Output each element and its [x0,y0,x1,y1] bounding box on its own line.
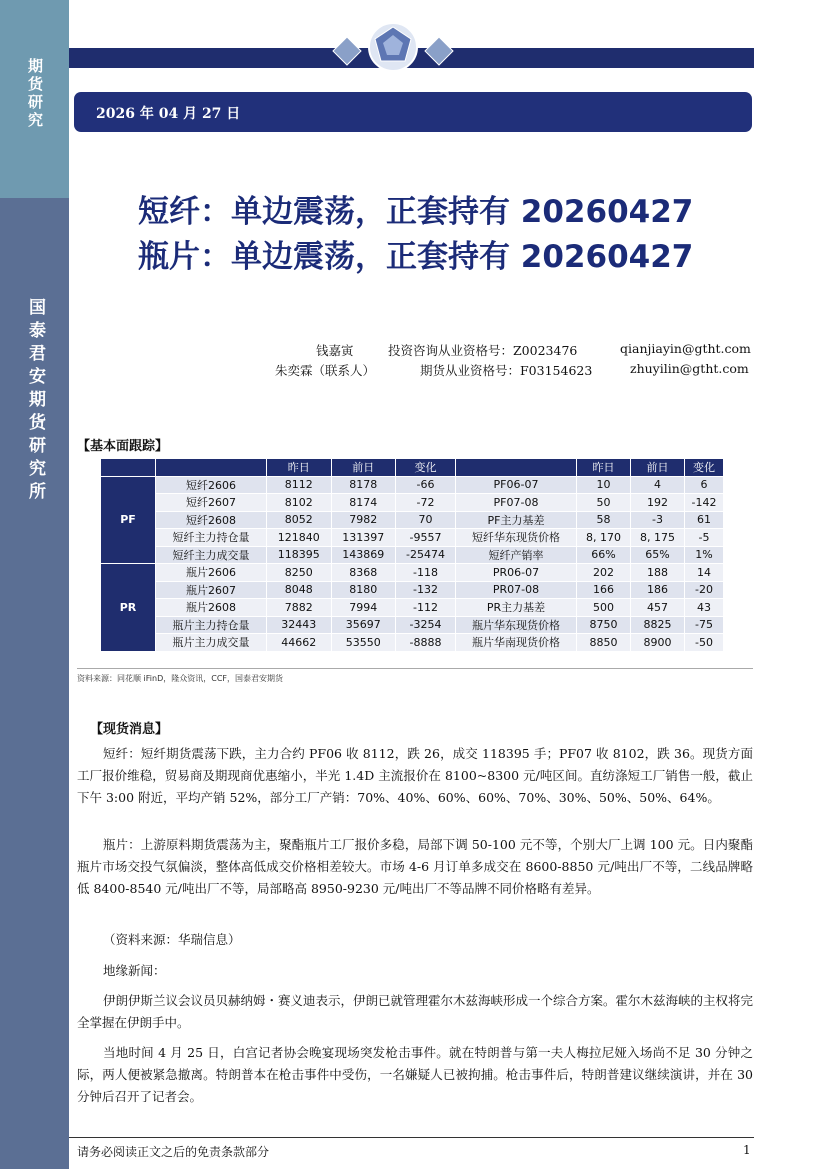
footer-disclaimer: 请务必阅读正文之后的免责条款部分 [77,1145,270,1159]
table-cell: 8750 [577,616,631,634]
table-cell: 瓶片主力持仓量 [156,616,267,634]
table-cell: 143869 [331,546,396,564]
table-cell: 50 [577,494,631,512]
news-paragraph: 伊朗伊斯兰议会议员贝赫纳姆・赛义迪表示，伊朗已就管理霍尔木兹海峡形成一个综合方案。霍尔木兹海峡的主权将完全掌握在伊朗手中。 [77,993,754,1030]
table-cell: -66 [396,476,456,494]
table-cell: 8112 [267,476,332,494]
table-cell: 8178 [331,476,396,494]
table-cell: 188 [631,564,685,582]
table-row [101,564,724,582]
table-cell: PR07-08 [456,581,577,599]
table-cell: 瓶片2608 [156,599,267,617]
sidebar-top-label: 期货研究 [26,58,44,130]
table-cell: -3254 [396,616,456,634]
table-cell: 8180 [331,581,396,599]
table-cell: 8048 [267,581,332,599]
section-heading-news: 【现货消息】 [90,722,169,737]
table-cell: PF06-07 [456,476,577,494]
table-cell: 4 [631,476,685,494]
column-header [456,459,577,477]
section-heading-fundamentals: 【基本面跟踪】 [77,439,169,454]
column-header: 昨日 [267,459,332,477]
table-rule [77,668,753,669]
table-row [101,546,724,564]
table-row [101,529,724,547]
table-cell: -8888 [396,634,456,652]
author-qualification: 投资咨询从业资格号：Z0023476 [388,343,578,358]
table-cell: 7982 [331,511,396,529]
table-cell: 10 [577,476,631,494]
table-row [101,581,724,599]
table-cell: 32443 [267,616,332,634]
column-header [101,459,156,477]
table-cell: 66% [577,546,631,564]
diamond-emblem-icon [323,17,463,77]
table-cell: -72 [396,494,456,512]
news-paragraph: 短纤：短纤期货震荡下跌，主力合约 PF06 收 8112，跌 26，成交 118395 手；PF07 收 8102，跌 36。现货方面工厂报价维稳，贸易商及期现商优惠缩小，半光 1.4D 主流报价在 8100~8300 元/吨区间。直纺涤短工厂销售一般，截止下午 3:00 附近，平均产销 52%，部分工厂产销：70%、40%、60%、60%、70%、30%、50%、50%、64%。 [77,746,753,805]
group-label: PR [101,564,156,652]
column-header: 变化 [685,459,724,477]
table-cell: 70 [396,511,456,529]
table-row [101,634,724,652]
table-cell: 8052 [267,511,332,529]
table-cell: 8825 [631,616,685,634]
table-cell: 瓶片2606 [156,564,267,582]
title-line-2: 瓶片：单边震荡，正套持有 20260427 [138,239,694,275]
column-header: 前日 [331,459,396,477]
table-cell: 166 [577,581,631,599]
news-paragraph: 瓶片：上游原料期货震荡为主，聚酯瓶片工厂报价多稳，局部下调 50-100 元不等，个别大厂上调 100 元。日内聚酯瓶片市场交投气氛偏淡，整体高低成交价格相差较大。市场 4-6 月订单多成交在 8600-8850 元/吨出厂不等，二线品牌略低 8400-8540 元/吨出厂不等，局部略高 8950-9230 元/吨出厂不等品牌不同价格略有差异。 [77,837,753,896]
table-cell: PR主力基差 [456,599,577,617]
table-cell: 53550 [331,634,396,652]
table-cell: 短纤主力成交量 [156,546,267,564]
table-cell: -118 [396,564,456,582]
table-cell: PR06-07 [456,564,577,582]
sidebar-institute-label: 国泰君安期货研究所 [25,298,45,505]
table-cell: 6 [685,476,724,494]
table-row [101,494,724,512]
table-cell: -9557 [396,529,456,547]
table-source: 资料来源：同花顺 iFinD，隆众资讯，CCF，国泰君安期货 [77,674,284,683]
table-cell: 短纤2608 [156,511,267,529]
table-cell: PF07-08 [456,494,577,512]
fundamentals-table [100,458,724,652]
table-row [101,616,724,634]
table-cell: 500 [577,599,631,617]
author-name: 钱嘉寅 [316,343,354,358]
table-cell: PF主力基差 [456,511,577,529]
table-cell: -132 [396,581,456,599]
table-cell: -112 [396,599,456,617]
table-cell: 短纤主力持仓量 [156,529,267,547]
footer-rule [69,1137,754,1138]
table-row [101,476,724,494]
date-bar [74,92,752,132]
table-cell: 186 [631,581,685,599]
table-cell: 14 [685,564,724,582]
news-subheading: 地缘新闻： [103,963,166,978]
table-cell: 8174 [331,494,396,512]
table-cell: 短纤产销率 [456,546,577,564]
table-cell: 58 [577,511,631,529]
title-line-1: 短纤：单边震荡，正套持有 20260427 [138,194,694,230]
table-header-row [101,459,724,477]
table-cell: 瓶片华南现货价格 [456,634,577,652]
table-cell: 43 [685,599,724,617]
table-cell: 65% [631,546,685,564]
column-header [156,459,267,477]
table-cell: 1% [685,546,724,564]
table-cell: 35697 [331,616,396,634]
news-source: （资料来源：华瑞信息） [103,932,241,947]
table-cell: 7882 [267,599,332,617]
author-email[interactable]: qianjiayin@gtht.com [620,341,751,356]
table-cell: -5 [685,529,724,547]
table-cell: 8900 [631,634,685,652]
table-cell: -50 [685,634,724,652]
author-email[interactable]: zhuyilin@gtht.com [630,361,749,376]
page-number: 1 [743,1143,751,1157]
table-cell: 8850 [577,634,631,652]
table-cell: 44662 [267,634,332,652]
report-date: 2026 年 04 月 27 日 [96,106,241,122]
news-paragraph: 当地时间 4 月 25 日，白宫记者协会晚宴现场突发枪击事件。就在特朗普与第一夫人梅拉尼娅入场尚不足 30 分钟之际，两人便被紧急撤离。特朗普本在枪击事件中受伤，一名嫌疑人已被拘捕。枪击事件后，特朗普建议继续演讲，并在 30 分钟后召开了记者会。 [77,1045,753,1104]
table-cell: 短纤华东现货价格 [456,529,577,547]
table-cell: 短纤2606 [156,476,267,494]
table-row [101,511,724,529]
table-cell: -25474 [396,546,456,564]
table-cell: 短纤2607 [156,494,267,512]
column-header: 昨日 [577,459,631,477]
table-cell: -20 [685,581,724,599]
table-cell: -3 [631,511,685,529]
table-cell: 8, 170 [577,529,631,547]
table-cell: 8, 175 [631,529,685,547]
table-cell: 118395 [267,546,332,564]
table-cell: 457 [631,599,685,617]
table-cell: 192 [631,494,685,512]
table-cell: 8250 [267,564,332,582]
table-cell: 202 [577,564,631,582]
author-qualification: 期货从业资格号：F03154623 [420,363,593,378]
table-cell: -75 [685,616,724,634]
table-cell: 131397 [331,529,396,547]
column-header: 变化 [396,459,456,477]
table-cell: 瓶片华东现货价格 [456,616,577,634]
table-cell: 61 [685,511,724,529]
group-label: PF [101,476,156,564]
author-name: 朱奕霖（联系人） [275,363,376,378]
table-cell: 121840 [267,529,332,547]
table-row [101,599,724,617]
table-cell: 瓶片主力成交量 [156,634,267,652]
table-cell: 8102 [267,494,332,512]
table-cell: 瓶片2607 [156,581,267,599]
table-cell: -142 [685,494,724,512]
table-body [101,476,724,651]
table-cell: 8368 [331,564,396,582]
table-cell: 7994 [331,599,396,617]
column-header: 前日 [631,459,685,477]
